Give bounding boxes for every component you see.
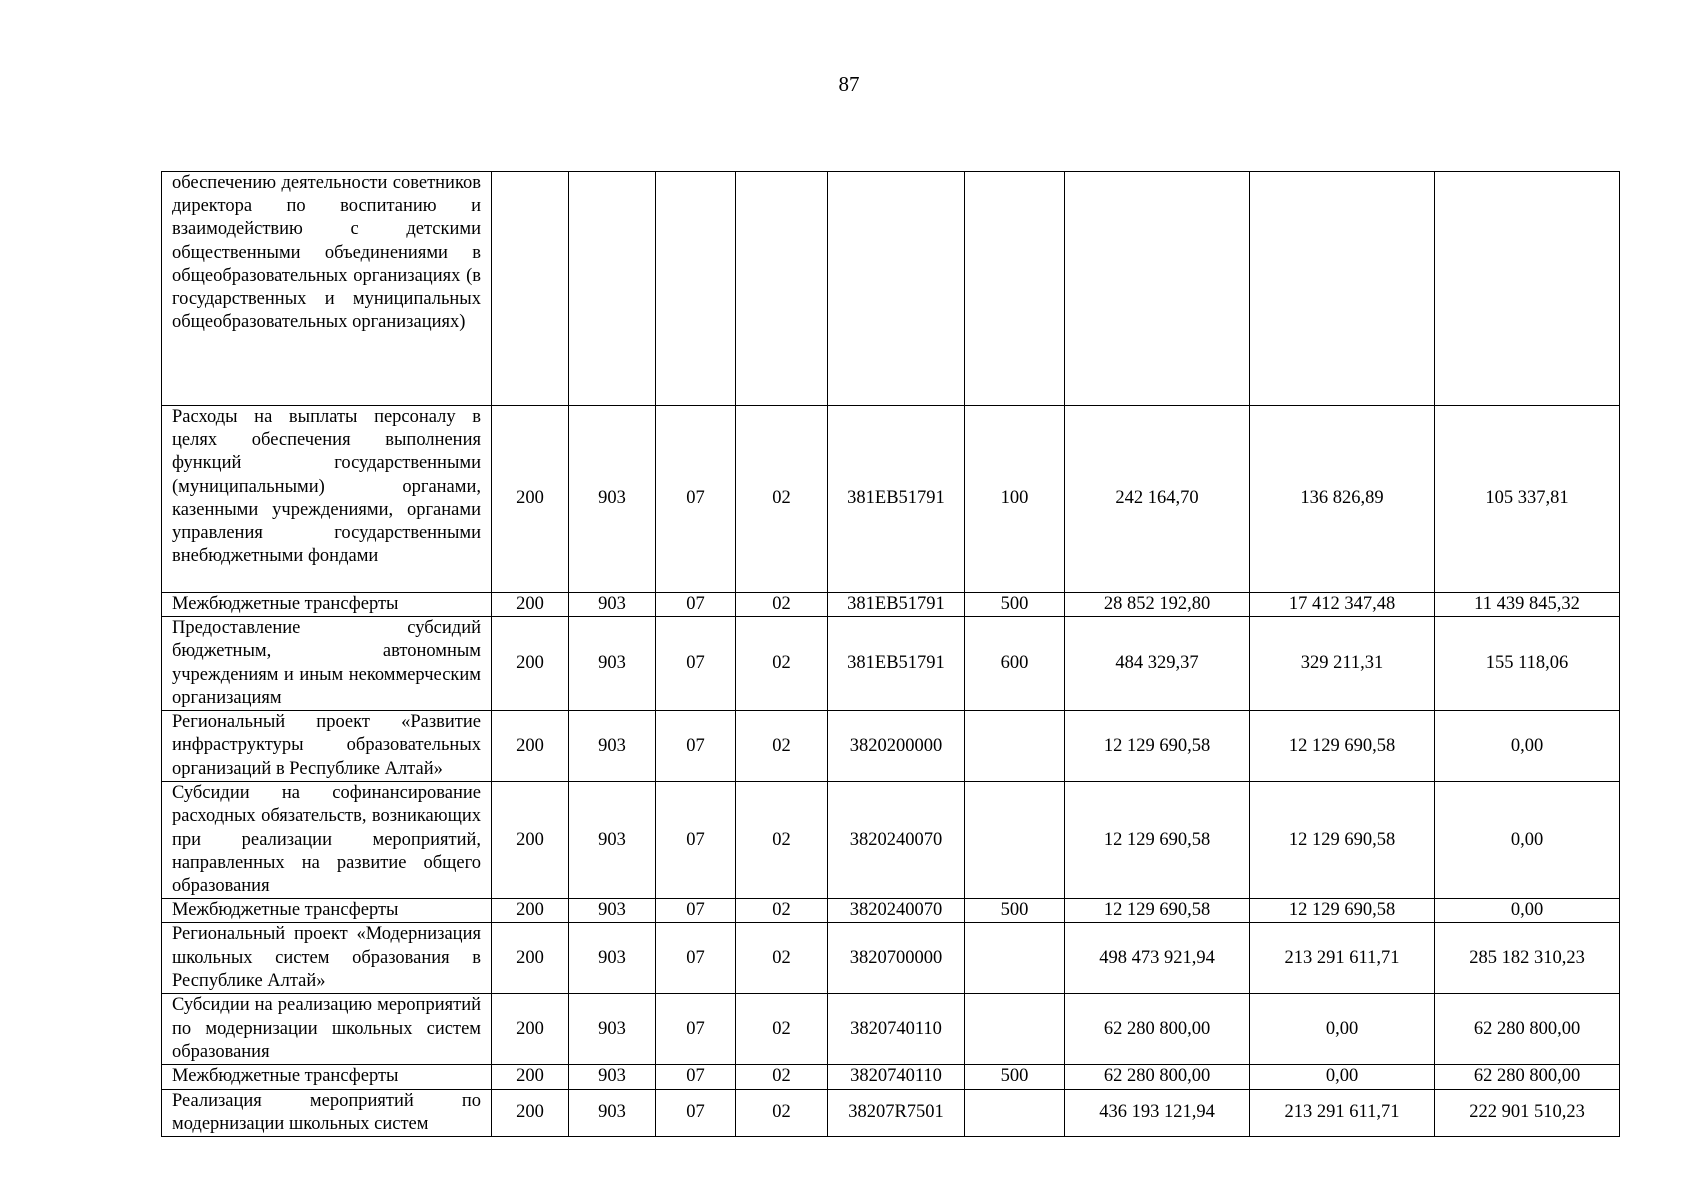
subsection-cell: 02 [736,593,828,617]
table-row [162,593,1620,617]
target-article-cell [828,172,965,406]
code-cell: 200 [492,923,569,994]
expense-type-cell: 100 [965,406,1065,593]
sum-total-cell: 498 473 921,94 [1065,923,1250,994]
section-cell: 07 [656,711,736,782]
sum-federal-cell: 12 129 690,58 [1250,782,1435,899]
sum-regional-cell: 155 118,06 [1435,617,1620,711]
expense-type-cell: 500 [965,899,1065,923]
subsection-cell: 02 [736,617,828,711]
row-name-cell: Межбюджетные трансферты [162,1065,492,1089]
sum-total-cell: 12 129 690,58 [1065,711,1250,782]
table-row [162,172,1620,406]
target-article-cell: 381EB51791 [828,593,965,617]
code-cell: 200 [492,994,569,1065]
section-cell: 07 [656,782,736,899]
ministry-code-cell: 903 [569,1065,656,1089]
sum-federal-cell: 329 211,31 [1250,617,1435,711]
sum-federal-cell: 0,00 [1250,994,1435,1065]
row-name-cell: Региональный проект «Модернизация школьных систем образования в Республике Алтай» [162,923,492,994]
target-article-cell: 3820740110 [828,1065,965,1089]
expense-type-cell: 500 [965,1065,1065,1089]
table-row [162,923,1620,994]
ministry-code-cell: 903 [569,994,656,1065]
table-row [162,406,1620,593]
sum-federal-cell: 213 291 611,71 [1250,1089,1435,1136]
table-row [162,617,1620,711]
target-article-cell: 38207R7501 [828,1089,965,1136]
expense-type-cell [965,711,1065,782]
sum-federal-cell: 136 826,89 [1250,406,1435,593]
sum-total-cell: 12 129 690,58 [1065,899,1250,923]
table-row [162,899,1620,923]
subsection-cell: 02 [736,406,828,593]
sum-regional-cell [1435,172,1620,406]
row-name-cell: обеспечению деятельности советников директора по воспитанию и взаимодействию с детскими общественными объединениями в общеобразовательных организациях (в государственных и муниципальных общеобразовательных организациях) [162,172,492,406]
section-cell: 07 [656,1065,736,1089]
subsection-cell: 02 [736,994,828,1065]
row-name-cell: Межбюджетные трансферты [162,899,492,923]
sum-federal-cell: 0,00 [1250,1065,1435,1089]
target-article-cell: 381EB51791 [828,617,965,711]
sum-total-cell: 62 280 800,00 [1065,1065,1250,1089]
code-cell [492,172,569,406]
row-name-cell: Субсидии на софинансирование расходных обязательств, возникающих при реализации мероприятий, направленных на развитие общего образования [162,782,492,899]
sum-federal-cell: 213 291 611,71 [1250,923,1435,994]
subsection-cell: 02 [736,782,828,899]
code-cell: 200 [492,593,569,617]
table-row [162,994,1620,1065]
sum-regional-cell: 11 439 845,32 [1435,593,1620,617]
code-cell: 200 [492,617,569,711]
section-cell: 07 [656,994,736,1065]
target-article-cell: 3820700000 [828,923,965,994]
sum-regional-cell: 222 901 510,23 [1435,1089,1620,1136]
sum-regional-cell: 0,00 [1435,782,1620,899]
code-cell: 200 [492,711,569,782]
expense-type-cell [965,994,1065,1065]
expense-type-cell [965,172,1065,406]
ministry-code-cell: 903 [569,711,656,782]
subsection-cell [736,172,828,406]
sum-regional-cell: 62 280 800,00 [1435,994,1620,1065]
subsection-cell: 02 [736,1089,828,1136]
section-cell: 07 [656,406,736,593]
sum-regional-cell: 0,00 [1435,711,1620,782]
table-row [162,1089,1620,1136]
expense-type-cell: 500 [965,593,1065,617]
sum-regional-cell: 105 337,81 [1435,406,1620,593]
section-cell: 07 [656,923,736,994]
sum-regional-cell: 0,00 [1435,899,1620,923]
code-cell: 200 [492,782,569,899]
target-article-cell: 381EB51791 [828,406,965,593]
target-article-cell: 3820200000 [828,711,965,782]
row-name-cell: Межбюджетные трансферты [162,593,492,617]
row-name-cell: Субсидии на реализацию мероприятий по модернизации школьных систем образования [162,994,492,1065]
sum-regional-cell: 62 280 800,00 [1435,1065,1620,1089]
sum-federal-cell [1250,172,1435,406]
row-name-cell: Расходы на выплаты персоналу в целях обеспечения выполнения функций государственными (муниципальными) органами, казенными учреждениями, органами управления государственными внебюджетными фондами [162,406,492,593]
expense-type-cell [965,923,1065,994]
section-cell: 07 [656,593,736,617]
ministry-code-cell: 903 [569,406,656,593]
ministry-code-cell: 903 [569,923,656,994]
ministry-code-cell [569,172,656,406]
target-article-cell: 3820240070 [828,782,965,899]
expense-type-cell [965,782,1065,899]
code-cell: 200 [492,1089,569,1136]
ministry-code-cell: 903 [569,593,656,617]
table-row [162,711,1620,782]
sum-total-cell: 62 280 800,00 [1065,994,1250,1065]
sum-federal-cell: 12 129 690,58 [1250,711,1435,782]
row-name-cell: Предоставление субсидий бюджетным, автономным учреждениям и иным некоммерческим организациям [162,617,492,711]
sum-total-cell: 436 193 121,94 [1065,1089,1250,1136]
ministry-code-cell: 903 [569,899,656,923]
ministry-code-cell: 903 [569,782,656,899]
section-cell [656,172,736,406]
code-cell: 200 [492,406,569,593]
sum-regional-cell: 285 182 310,23 [1435,923,1620,994]
ministry-code-cell: 903 [569,617,656,711]
section-cell: 07 [656,617,736,711]
budget-table [161,171,1620,1137]
ministry-code-cell: 903 [569,1089,656,1136]
subsection-cell: 02 [736,899,828,923]
section-cell: 07 [656,899,736,923]
sum-total-cell: 28 852 192,80 [1065,593,1250,617]
expense-type-cell: 600 [965,617,1065,711]
code-cell: 200 [492,899,569,923]
row-name-cell: Региональный проект «Развитие инфраструктуры образовательных организаций в Республике Алтай» [162,711,492,782]
sum-total-cell: 12 129 690,58 [1065,782,1250,899]
expense-type-cell [965,1089,1065,1136]
subsection-cell: 02 [736,711,828,782]
target-article-cell: 3820740110 [828,994,965,1065]
sum-total-cell [1065,172,1250,406]
sum-total-cell: 242 164,70 [1065,406,1250,593]
sum-federal-cell: 17 412 347,48 [1250,593,1435,617]
sum-total-cell: 484 329,37 [1065,617,1250,711]
code-cell: 200 [492,1065,569,1089]
table-row [162,1065,1620,1089]
sum-federal-cell: 12 129 690,58 [1250,899,1435,923]
target-article-cell: 3820240070 [828,899,965,923]
subsection-cell: 02 [736,923,828,994]
page-number: 87 [838,72,860,96]
subsection-cell: 02 [736,1065,828,1089]
row-name-cell: Реализация мероприятий по модернизации школьных систем [162,1089,492,1136]
table-row [162,782,1620,899]
section-cell: 07 [656,1089,736,1136]
